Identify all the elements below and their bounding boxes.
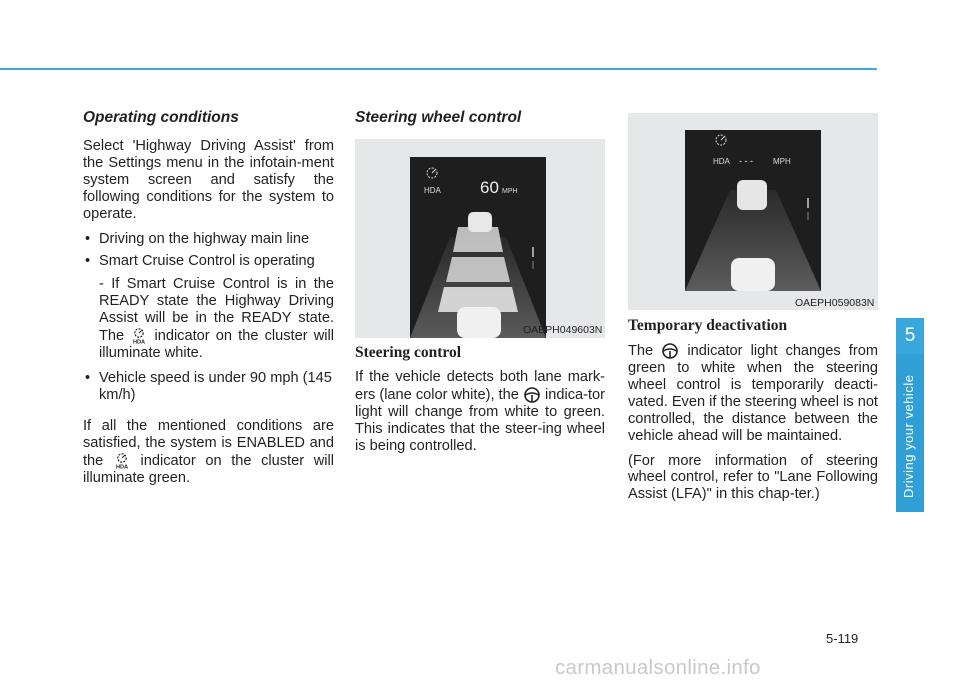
page-number: 5-119 (826, 631, 859, 646)
chapter-number: 5 (896, 318, 924, 354)
temporary-deactivation-text (628, 342, 878, 445)
cluster-screen-1 (410, 157, 546, 338)
svg-text:HDA: HDA (133, 339, 146, 346)
scc-ready-note-a: - If Smart Cruise Control is in the READY state the Highway Driving Assist will be in the READY state. The (99, 276, 334, 344)
conditions-list (83, 231, 334, 271)
cluster-speed: 60 (480, 178, 499, 197)
header-rule (0, 68, 877, 70)
steering-wheel-icon (661, 342, 679, 360)
enabled-note (83, 418, 334, 487)
steering-control-subheading: Steering control (355, 344, 462, 361)
enabled-note-a: If all the mentioned conditions are satisfied, the system is ENABLED and the (83, 417, 334, 469)
temporary-deactivation-text-b: indicator light changes from green to white when the steering wheel control is temporarily deacti-vated. Even if the steering wheel is not controlled, the distance between the vehicle ahead will be maintained. (628, 342, 878, 444)
scc-ready-note (83, 276, 334, 362)
lfa-reference-text: (For more information of steering wheel control, refer to "Lane Following Assist (LFA)" in this chap-ter.) (628, 452, 878, 503)
steering-wheel-control-heading: Steering wheel control (355, 109, 522, 126)
right-column (628, 316, 878, 511)
svg-text:HDA: HDA (115, 464, 128, 470)
scc-ready-note-b: indicator on the cluster will illuminate white. (99, 327, 334, 362)
cluster-speed-2: - - - (739, 156, 753, 166)
cluster-image-2 (628, 113, 878, 310)
cluster-hda-label: HDA (424, 186, 441, 195)
operating-intro: Select 'Highway Driving Assist' from the Settings menu in the infotain-ment system screen and satisfy the following conditions for the system to operate. (83, 138, 334, 222)
cluster-unit-2: MPH (773, 157, 791, 166)
condition-highway: • Driving on the highway main line (83, 231, 334, 248)
temporary-deactivation-subheading: Temporary deactivation (628, 317, 788, 334)
steering-control-text-b: indica-tor light will change from white to green. This indicates that the steer-ing wheel is being controlled. (355, 386, 606, 454)
steering-control-text-a: If the vehicle detects both lane mark-ers (lane color white), the (355, 369, 605, 403)
middle-column (355, 343, 605, 463)
conditions-list-2 (83, 370, 334, 404)
chapter-title: Driving your vehicle (901, 374, 916, 498)
operating-conditions-heading: Operating conditions (83, 109, 239, 126)
left-column (83, 108, 334, 495)
condition-speed: • Vehicle speed is under 90 mph (145 km/h) (83, 370, 334, 404)
temporary-deactivation-text-a: The (628, 342, 654, 359)
cluster-screen-2 (685, 130, 821, 291)
condition-scc: • Smart Cruise Control is operating (83, 253, 334, 270)
image-caption-1: OAEPH049603N (523, 324, 603, 336)
image-caption-2: OAEPH059083N (795, 297, 875, 309)
cluster-image-1 (355, 139, 605, 338)
cluster-hda-label-2: HDA (713, 157, 730, 166)
hda-icon (113, 452, 131, 470)
hda-icon (130, 327, 148, 345)
steering-control-text (355, 369, 605, 455)
watermark: carmanualsonline.info (555, 656, 761, 679)
steering-wheel-icon (523, 386, 541, 404)
enabled-note-b: indicator on the cluster will illuminate green. (83, 452, 334, 486)
cluster-unit: MPH (502, 188, 518, 195)
